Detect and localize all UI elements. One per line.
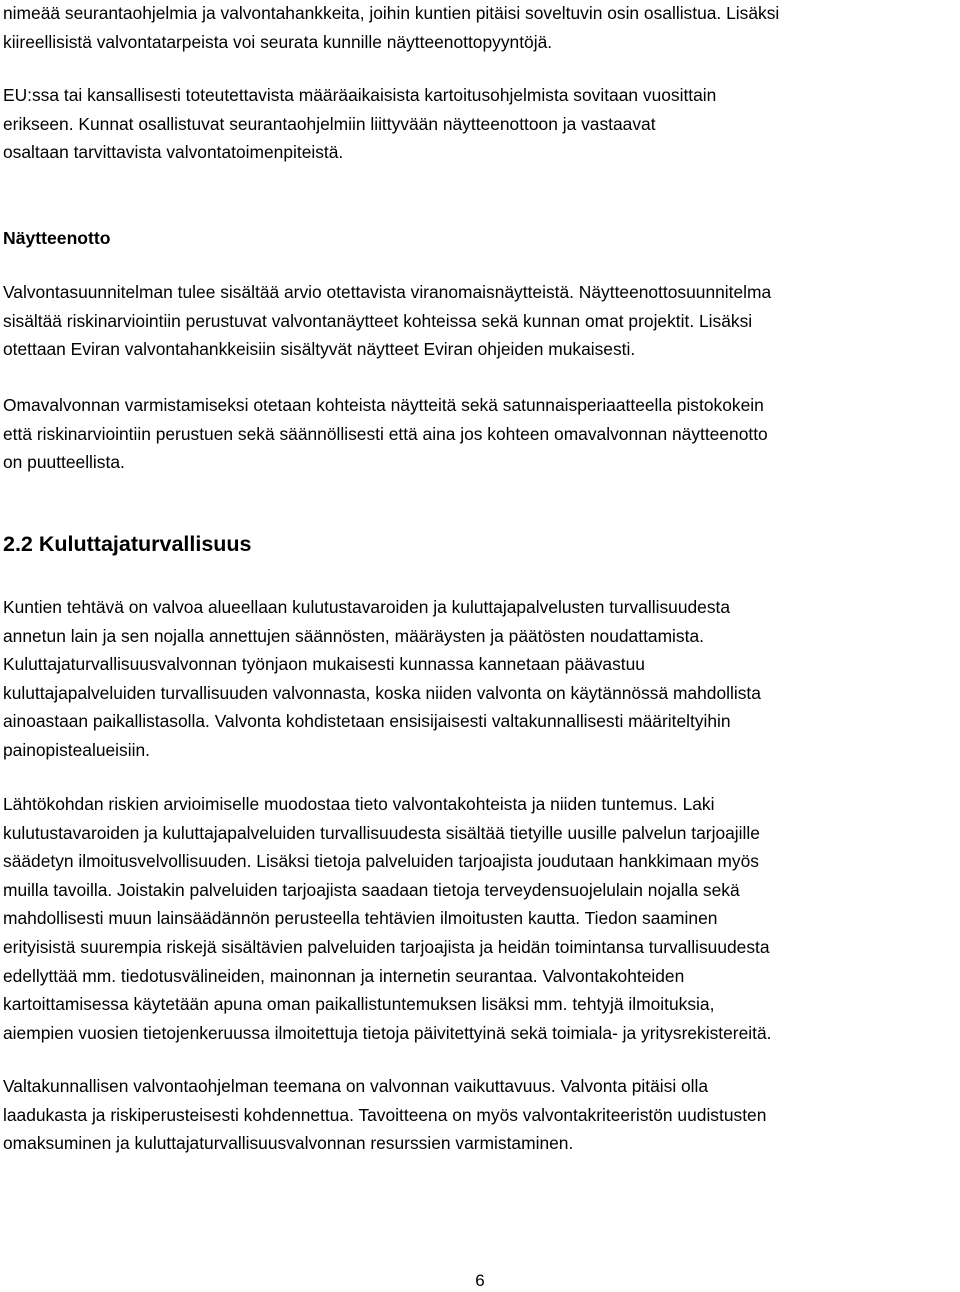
text-line: ainoastaan paikallistasolla. Valvonta kohdistetaan ensisijaisesti valtakunnallisesti määriteltyihin (3, 711, 731, 732)
text-line: edellyttää mm. tiedotusvälineiden, mainonnan ja internetin seurantaa. Valvontakohteiden (3, 965, 685, 986)
paragraph-naytteenotto-1 (3, 278, 771, 364)
text-line: kuluttajapalveluiden turvallisuuden valvonnasta, koska niiden valvonta on käytännössä mahdollista (3, 682, 761, 703)
text-line: EU:ssa tai kansallisesti toteutettavista määräaikaisista kartoitusohjelmista sovitaan vuosittain (3, 85, 717, 105)
text-line: otettaan Eviran valvontahankkeisiin sisältyvät näytteet Eviran ohjeiden mukaisesti. (3, 339, 636, 360)
text-line: nimeää seurantaohjelmia ja valvontahankkeita, joihin kuntien pitäisi soveltuvin osin osallistua. Lisäksi (3, 3, 780, 23)
subheading-naytteenotto: Näytteenotto (3, 228, 111, 248)
page-number: 6 (475, 1271, 485, 1290)
text-line: laadukasta ja riskiperusteisesti kohdennettua. Tavoitteena on myös valvontakriteeristön uudistusten (3, 1104, 767, 1125)
text-line: Omavalvonnan varmistamiseksi otetaan kohteista näytteitä sekä satunnaisperiaatteella pistokokein (3, 395, 764, 415)
section-heading-kuluttajaturvallisuus: 2.2 Kuluttajaturvallisuus (3, 532, 252, 556)
text-line: säädetyn ilmoitusvelvollisuuden. Lisäksi tietoja palveluiden tarjoajista joudutaan hankkimaan myös (3, 851, 759, 872)
text-line: kiireellisistä valvontatarpeista voi seurata kunnille näytteenottopyyntöjä. (3, 31, 553, 52)
text-line: Kuluttajaturvallisuusvalvonnan työnjaon mukaisesti kunnassa kannetaan päävastuu (3, 654, 645, 675)
paragraph-intro-1 (3, 0, 779, 56)
paragraph-kuluttaja-1 (3, 593, 761, 765)
paragraph-kuluttaja-2 (3, 790, 771, 1047)
paragraph-kuluttaja-3 (3, 1072, 766, 1158)
text-line: osaltaan tarvittavista valvontatoimenpiteistä. (3, 142, 344, 163)
text-line: painopistealueisiin. (3, 739, 150, 760)
text-line: erityisistä suurempia riskejä sisältävien palveluiden tarjoajista ja heidän toimintansa turvallisuudesta (3, 936, 770, 957)
text-line: omaksuminen ja kuluttajaturvallisuusvalvonnan resurssien varmistaminen. (3, 1133, 574, 1154)
text-line: sisältää riskinarviointiin perustuvat valvontanäytteet kohteissa sekä kunnan omat projektit. Lisäksi (3, 310, 753, 331)
paragraph-intro-2 (3, 81, 716, 167)
text-line: on puutteellista. (3, 452, 125, 473)
text-line: että riskinarviointiin perustuen sekä säännöllisesti että aina jos kohteen omavalvonnan näytteenotto (3, 423, 768, 444)
text-line: mahdollisesti muun lainsäädännön perusteella tehtävien ilmoitusten kautta. Tiedon saaminen (3, 908, 718, 929)
text-line: kartoittamisessa käytetään apuna oman paikallistuntemuksen lisäksi mm. tehtyjä ilmoituksia, (3, 994, 715, 1015)
text-line: erikseen. Kunnat osallistuvat seurantaohjelmiin liittyvään näytteenottoon ja vastaavat (3, 113, 656, 134)
text-line: muilla tavoilla. Joistakin palveluiden tarjoajista saadaan tietoja terveydensuojelulain nojalla sekä (3, 879, 740, 900)
paragraph-naytteenotto-2 (3, 391, 768, 477)
text-line: Lähtökohdan riskien arvioimiselle muodostaa tieto valvontakohteista ja niiden tuntemus. Laki (3, 794, 715, 814)
text-line: Valvontasuunnitelman tulee sisältää arvio otettavista viranomaisnäytteistä. Näytteenottosuunnitelma (3, 282, 772, 302)
text-line: Kuntien tehtävä on valvoa alueellaan kulutustavaroiden ja kuluttajapalvelusten turvallisuudesta (3, 597, 731, 617)
text-line: annetun lain ja sen nojalla annettujen säännösten, määräysten ja päätösten noudattamista. (3, 625, 704, 646)
text-line: aiempien vuosien tietojenkeruussa ilmoitettuja tietoja päivitettyinä sekä toimiala- ja yritysrekistereitä. (3, 1022, 772, 1043)
text-line: Valtakunnallisen valvontaohjelman teemana on valvonnan vaikuttavuus. Valvonta pitäisi olla (3, 1076, 709, 1096)
text-line: kulutustavaroiden ja kuluttajapalveluiden turvallisuudesta sisältää tietyille uusille palvelun tarjoajille (3, 822, 760, 843)
